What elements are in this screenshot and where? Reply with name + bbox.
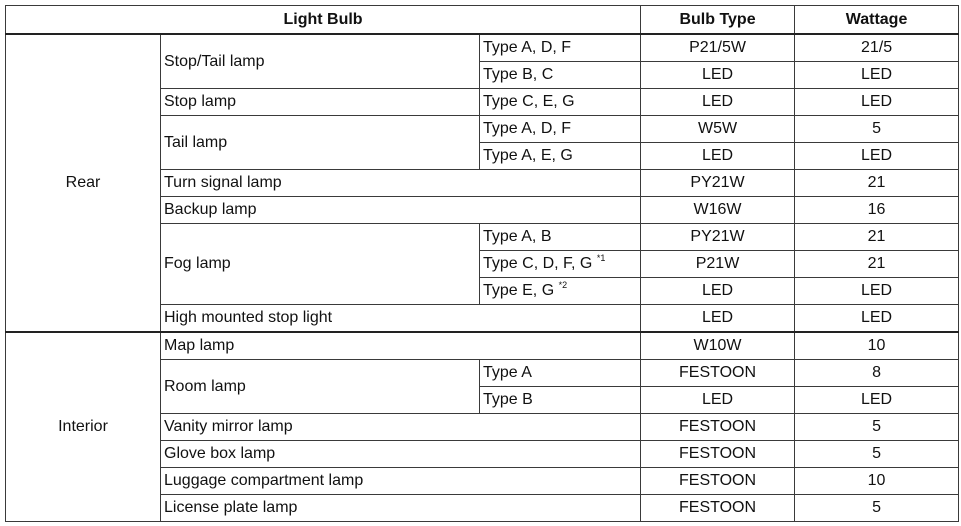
footnote-marker: *1 [596,252,606,263]
header-light-bulb: Light Bulb [6,6,641,35]
bulb-type: LED [641,62,795,89]
bulb-wattage: 21 [795,223,959,250]
bulb-wattage: 10 [795,332,959,360]
bulb-variant: Type A, D, F [480,34,641,62]
bulb-wattage: 21/5 [795,34,959,62]
bulb-type: FESTOON [641,360,795,387]
bulb-wattage: 21 [795,250,959,277]
bulb-name: Room lamp [161,360,480,414]
bulb-wattage: 5 [795,414,959,441]
bulb-name: Stop lamp [161,89,480,116]
bulb-variant: Type A, B [480,223,641,250]
bulb-wattage: 8 [795,360,959,387]
bulb-variant-cell [480,277,641,304]
bulb-name: Vanity mirror lamp [161,414,641,441]
bulb-type: W10W [641,332,795,360]
bulb-name: Turn signal lamp [161,169,641,196]
header-row [6,6,959,35]
rear-section [6,34,959,332]
bulb-type: LED [641,89,795,116]
bulb-name: Fog lamp [161,223,480,304]
bulb-type: FESTOON [641,441,795,468]
header-bulb-type: Bulb Type [641,6,795,35]
bulb-variant: Type E, G [483,281,555,299]
bulb-type: PY21W [641,169,795,196]
bulb-type: P21W [641,250,795,277]
bulb-type: LED [641,387,795,414]
bulb-name: Tail lamp [161,116,480,170]
bulb-wattage: 5 [795,116,959,143]
bulb-wattage: LED [795,143,959,170]
bulb-variant: Type A [480,360,641,387]
bulb-type: FESTOON [641,494,795,521]
bulb-spec-table [5,5,959,522]
bulb-variant: Type B, C [480,62,641,89]
table-row [6,34,959,62]
bulb-wattage: 5 [795,441,959,468]
bulb-type: LED [641,143,795,170]
bulb-variant: Type B [480,387,641,414]
bulb-wattage: LED [795,89,959,116]
bulb-wattage: LED [795,277,959,304]
bulb-name: Backup lamp [161,196,641,223]
bulb-wattage: 10 [795,468,959,495]
bulb-type: PY21W [641,223,795,250]
bulb-name: License plate lamp [161,494,641,521]
bulb-wattage: 16 [795,196,959,223]
bulb-type: FESTOON [641,414,795,441]
table-row [6,332,959,360]
bulb-variant-cell [480,250,641,277]
bulb-type: W16W [641,196,795,223]
bulb-variant: Type C, E, G [480,89,641,116]
bulb-name: Glove box lamp [161,441,641,468]
bulb-name: Stop/Tail lamp [161,34,480,89]
bulb-type: LED [641,277,795,304]
bulb-name: High mounted stop light [161,304,641,332]
bulb-type: LED [641,304,795,332]
interior-section [6,332,959,521]
group-label-interior: Interior [6,332,161,521]
bulb-wattage: LED [795,62,959,89]
bulb-type: FESTOON [641,468,795,495]
bulb-variant: Type A, E, G [480,143,641,170]
footnote-marker: *2 [558,279,568,290]
group-label-rear: Rear [6,34,161,332]
bulb-variant: Type A, D, F [480,116,641,143]
bulb-wattage: 5 [795,494,959,521]
bulb-name: Map lamp [161,332,641,360]
bulb-type: W5W [641,116,795,143]
bulb-variant: Type C, D, F, G [483,254,593,272]
bulb-name: Luggage compartment lamp [161,468,641,495]
bulb-wattage: 21 [795,169,959,196]
bulb-wattage: LED [795,304,959,332]
header-wattage: Wattage [795,6,959,35]
bulb-type: P21/5W [641,34,795,62]
bulb-wattage: LED [795,387,959,414]
